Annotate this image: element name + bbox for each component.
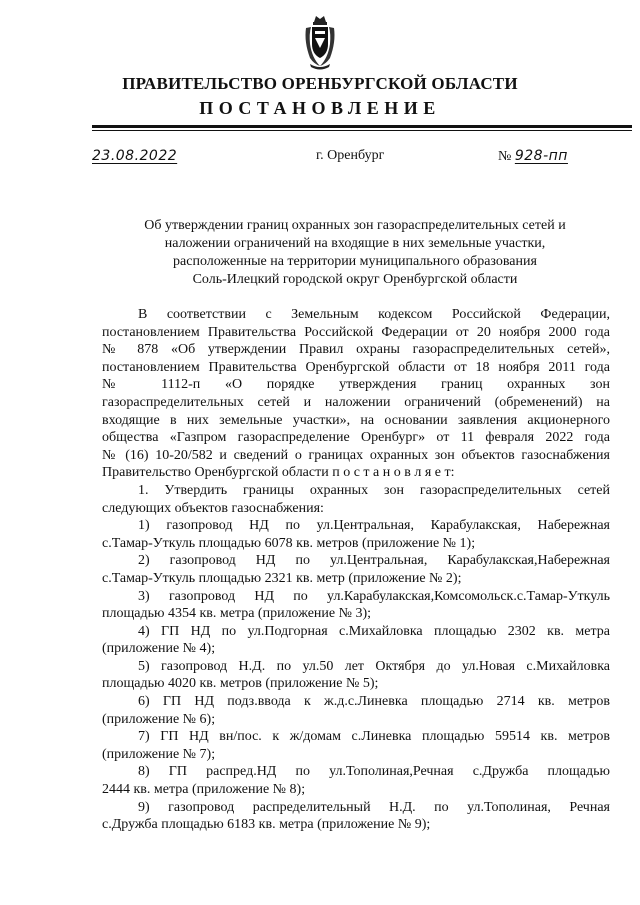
body-line: (приложение № 7); xyxy=(102,746,216,762)
number-value: 928-пп xyxy=(514,148,568,164)
body-line: с.Тамар-Уткуль площадью 2321 кв. метр (приложение № 2); xyxy=(102,570,462,586)
header-divider-thin xyxy=(92,130,632,131)
body-line: с.Дружба площадью 6183 кв. метра (приложение № 9); xyxy=(102,817,431,833)
body-line: 4) ГП НД по ул.Подгорная с.Михайловка площадью 2302 кв. метра xyxy=(138,623,610,639)
body-line: № (16) 10-20/582 и сведений о границах охранных зон объектов газоснабжения xyxy=(102,447,610,463)
body-line: входящие в них земельные участки», на основании заявления акционерного xyxy=(102,412,610,428)
document-body xyxy=(102,306,610,834)
body-line: 6) ГП НД подз.ввода к ж.д.с.Линевка площадью 2714 кв. метров xyxy=(138,694,610,710)
body-line: 1. Утвердить границы охранных зон газораспределительных сетей xyxy=(138,482,610,498)
document-number xyxy=(498,148,568,165)
body-line: (приложение № 4); xyxy=(102,641,216,657)
body-line: (приложение № 6); xyxy=(102,711,216,727)
body-line: 2444 кв. метра (приложение № 8); xyxy=(102,782,306,798)
body-line: № 878 «Об утверждении Правил охраны газораспределительных сетей», xyxy=(102,342,610,358)
body-line: Правительство Оренбургской области п о с т а н о в л я е т: xyxy=(102,465,455,481)
government-title: ПРАВИТЕЛЬСТВО ОРЕНБУРГСКОЙ ОБЛАСТИ xyxy=(122,74,518,93)
document-subject xyxy=(100,217,610,289)
subject-line: наложении ограничений на входящие в них земельные участки, xyxy=(164,236,546,251)
body-line: постановлением Правительства Оренбургской области от 18 ноября 2011 года xyxy=(102,359,610,375)
body-line: площадью 4020 кв. метров (приложение № 5); xyxy=(102,676,379,692)
body-line: постановлением Правительства Российской Федерации от 20 ноября 2000 года xyxy=(102,324,610,340)
subject-line: расположенные на территории муниципального образования xyxy=(173,254,537,269)
number-label: № xyxy=(498,149,512,164)
body-line: 3) газопровод НД по ул.Карабулакская,Комсомольск.с.Тамар-Уткуль xyxy=(138,588,610,604)
body-line: газораспределительных сетей и наложении ограничений (обременений) на xyxy=(102,394,610,410)
subject-line: Соль-Илецкий городской округ Оренбургской области xyxy=(192,272,518,287)
body-line: 2) газопровод НД по ул.Центральная, Карабулакская,Набережная xyxy=(138,553,610,569)
document-kind: ПОСТАНОВЛЕНИЕ xyxy=(199,98,441,118)
header-divider-thick xyxy=(92,125,632,128)
body-line: общества «Газпром газораспределение Оренбург» от 11 февраля 2022 года xyxy=(102,430,610,446)
body-line: 1) газопровод НД по ул.Центральная, Карабулакская, Набережная xyxy=(138,518,610,534)
document-date: 23.08.2022 xyxy=(92,148,178,164)
body-line: с.Тамар-Уткуль площадью 6078 кв. метров (приложение № 1); xyxy=(102,535,476,551)
body-line: 5) газопровод Н.Д. по ул.50 лет Октября до ул.Новая с.Михайловка xyxy=(138,658,610,674)
coat-of-arms-icon xyxy=(302,14,338,70)
body-line: 7) ГП НД вн/пос. к ж/домам с.Линевка площадью 59514 кв. метров xyxy=(138,729,610,745)
document-city: г. Оренбург xyxy=(316,148,385,163)
body-line: № 1112-п «О порядке утверждения границ охранных зон xyxy=(102,377,610,393)
body-line: следующих объектов газоснабжения: xyxy=(102,500,324,516)
body-line: В соответствии с Земельным кодексом Российской Федерации, xyxy=(138,307,610,322)
body-line: 8) ГП распред.НД по ул.Тополиная,Речная с.Дружба площадью xyxy=(138,764,610,780)
body-line: 9) газопровод распределительный Н.Д. по ул.Тополиная, Речная xyxy=(138,799,610,815)
subject-line: Об утверждении границ охранных зон газораспределительных сетей и xyxy=(144,218,566,233)
body-line: площадью 4354 кв. метра (приложение № 3); xyxy=(102,606,372,622)
